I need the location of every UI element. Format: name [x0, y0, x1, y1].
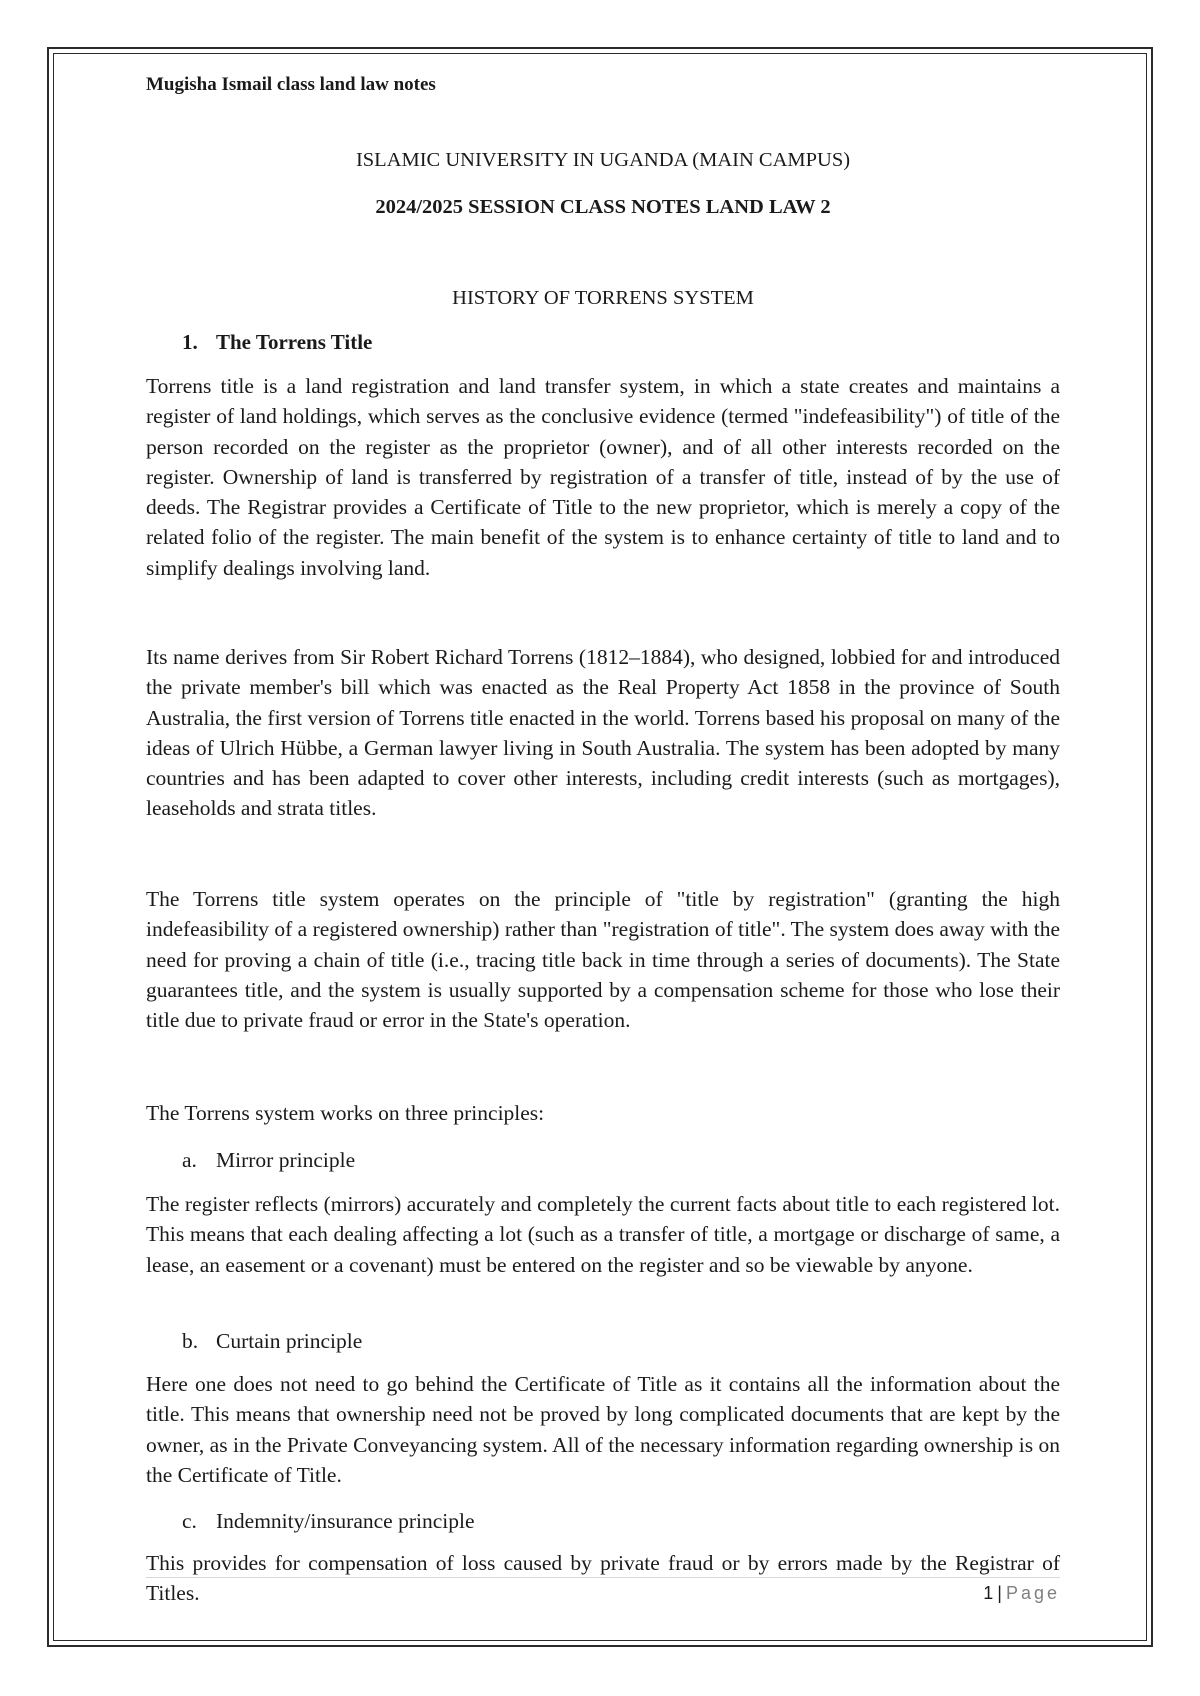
- university-title: ISLAMIC UNIVERSITY IN UGANDA (MAIN CAMPUS): [355, 149, 851, 171]
- footer-separator: |: [997, 1583, 1002, 1603]
- page-label: Page: [1005, 1583, 1060, 1603]
- list-item-curtain-principle: [182, 1326, 1060, 1356]
- list-item-indemnity-principle: [182, 1506, 1060, 1536]
- list-marker: a.: [182, 1148, 197, 1172]
- list-marker: b.: [182, 1329, 199, 1353]
- list-label: Indemnity/insurance principle: [216, 1509, 475, 1533]
- list-label: Curtain principle: [216, 1329, 363, 1353]
- session-title: 2024/2025 SESSION CLASS NOTES LAND LAW 2: [375, 196, 831, 218]
- paragraph-curtain-principle: Here one does not need to go behind the Certificate of Title as it contains all the information about the title. This means that ownership need not be proved by long complicated documents that are kept by the owner, as in the Private Conveyancing system. All of the necessary information regarding ownership is on the Certificate of Title.: [146, 1372, 1060, 1487]
- paragraph-three-principles: The Torrens system works on three principles:: [146, 1101, 545, 1125]
- list-label: Mirror principle: [216, 1148, 356, 1172]
- section-number: 1.: [182, 330, 198, 354]
- footer-divider: [146, 1577, 1060, 1578]
- paragraph-title-by-registration: The Torrens title system operates on the principle of "title by registration" (granting the high indefeasibility of a registered ownership) rather than "registration of title". The system does away with the need for proving a chain of title (i.e., tracing title back in time through a series of documents). The State guarantees title, and the system is usually supported by a compensation scheme for those who lose their title due to private fraud or error in the State's operation.: [146, 887, 1060, 1033]
- paragraph-mirror-principle: The register reflects (mirrors) accurately and completely the current facts about title to each registered lot. This means that each dealing affecting a lot (such as a transfer of title, a mortgage or discharge of same, a lease, an easement or a covenant) must be entered on the register and so be viewable by anyone.: [146, 1192, 1060, 1277]
- page-footer: [983, 1583, 1060, 1604]
- section-heading: [182, 327, 372, 357]
- paragraph-name-origin: Its name derives from Sir Robert Richard Torrens (1812–1884), who designed, lobbied for and introduced the private member's bill which was enacted as the Real Property Act 1858 in the province of South Australia, the first version of Torrens title enacted in the world. Torrens based his proposal on many of the ideas of Ulrich Hübbe, a German lawyer living in South Australia. The system has been adopted by many countries and has been adapted to cover other interests, including credit interests (such as mortgages), leaseholds and strata titles.: [146, 645, 1060, 821]
- page-number: 1: [983, 1583, 994, 1603]
- list-marker: c.: [182, 1509, 197, 1533]
- section-title: The Torrens Title: [216, 330, 373, 354]
- header-note: Mugisha Ismail class land law notes: [146, 74, 436, 95]
- history-title: HISTORY OF TORRENS SYSTEM: [452, 287, 754, 309]
- list-item-mirror-principle: [182, 1145, 1060, 1175]
- paragraph-torrens-definition: Torrens title is a land registration and land transfer system, in which a state creates and maintains a register of land holdings, which serves as the conclusive evidence (termed "indefeasibility") of title of the person recorded on the register as the proprietor (owner), and of all other interests recorded on the register. Ownership of land is transferred by registration of a transfer of title, instead of by the use of deeds. The Registrar provides a Certificate of Title to the new proprietor, which is merely a copy of the related folio of the register. The main benefit of the system is to enhance certainty of title to land and to simplify dealings involving land.: [146, 374, 1060, 580]
- paragraph-indemnity-principle: This provides for compensation of loss caused by private fraud or by errors made by the Registrar of Titles.: [146, 1551, 1060, 1606]
